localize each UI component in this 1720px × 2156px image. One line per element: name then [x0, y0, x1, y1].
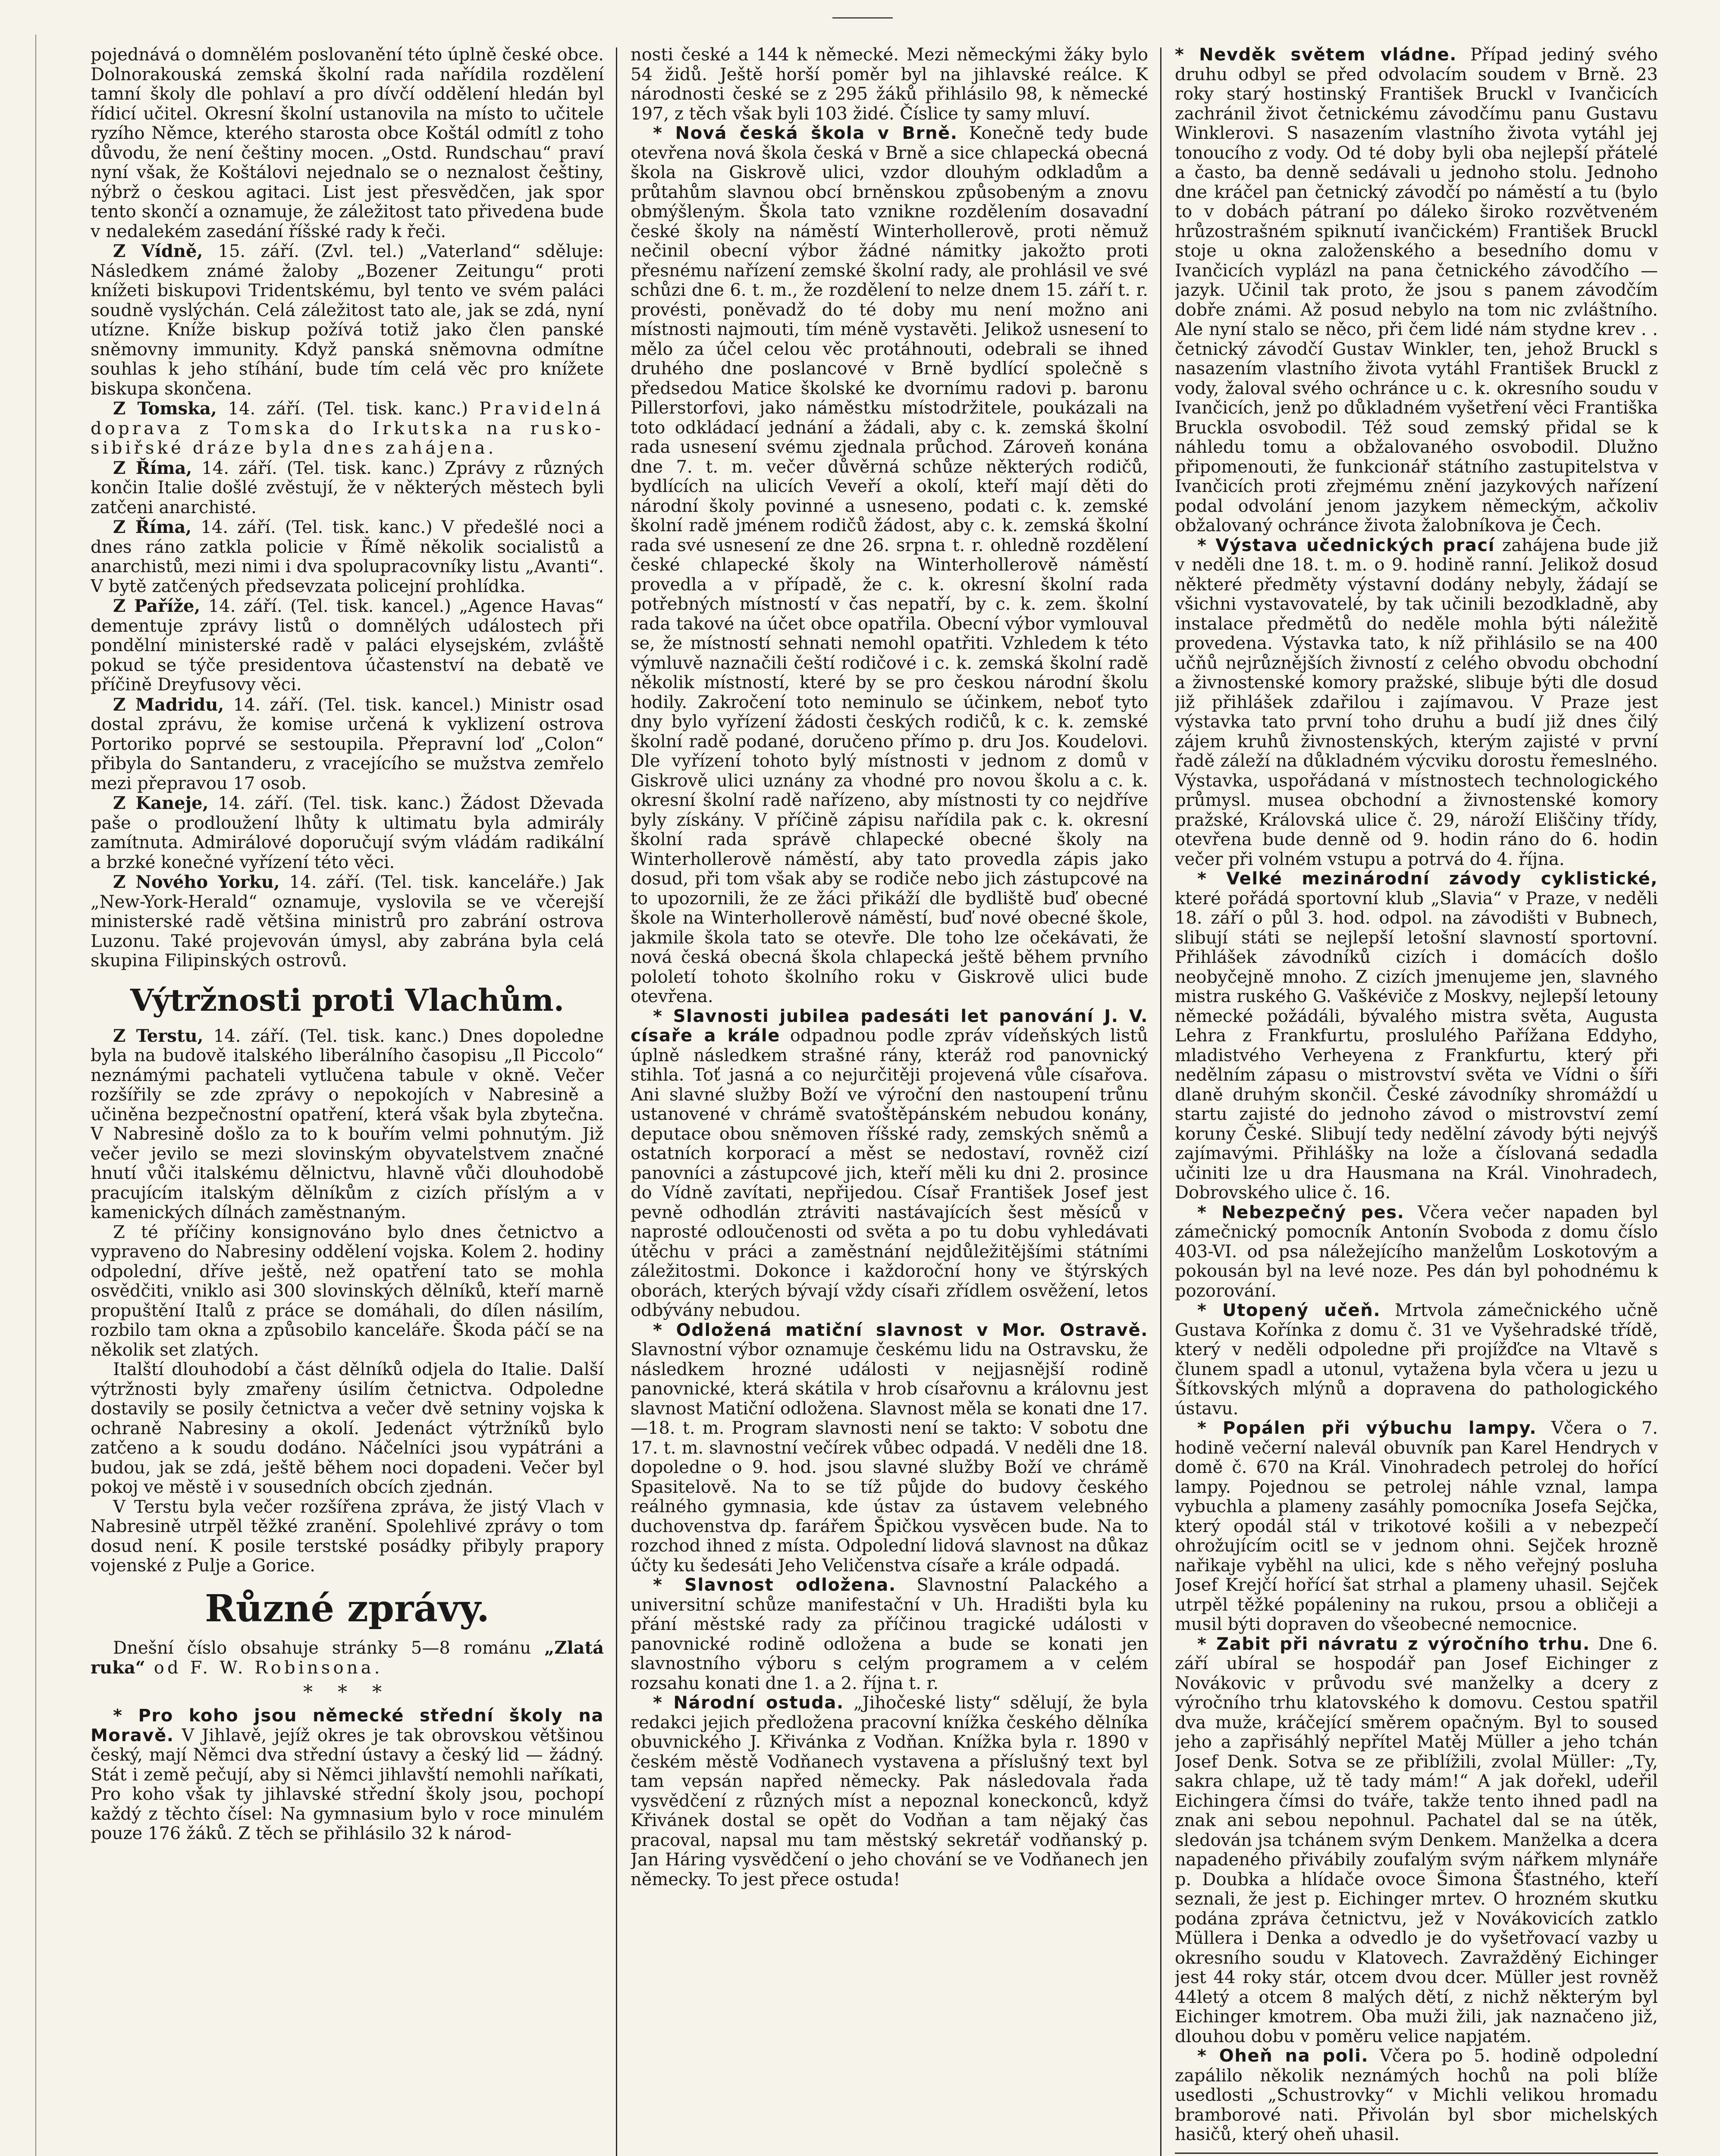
dateline: Z Říma,: [113, 517, 192, 537]
news-item-ostrava: [631, 1321, 1148, 1576]
news-text: které pořádá sportovní klub „Slavia“ v Praze, v neděli 18. září o půl 3. hod. odpol. na závodišti v Bubnech, slibují státi se nejlepší letošní slavností sportovní. Přihlášek závodníků cizích i domácích došlo neobyčejně mnoho. Z cizích jmenujeme jen, slavného mistra ruského G. Vaškéviče z Moskvy, nejlepší letouny německé požádáli, bývalého mistra světa, Augusta Lehra z Frankfurtu, proslulého Pařížana Eddyho, mladistvého Verheyena z Frankfurtu, který při nedělním zápasu o mistrovství světa ve Vídni o šíři dlaně druhým skončil. České závodníky shromáždí u startu zajisté do jednoho závod o mistrovství zemí koruny České. Slibují tedy nedělní závody býti nejvýš zajímavými. Přihlášky na lože a číslovaná sedadla učiniti lze u dra Hausmana na Král. Vinohradech, Dobrovského ulice č. 16.: [1175, 888, 1658, 1203]
dateline: Z Paříže,: [113, 596, 201, 616]
news-text: Včera večer napaden byl zámečnický pomocník Antonín Svoboda z domu číslo 403-VI. od psa náležejícího manželům Loskotovým a pokousán byl na levé noze. Pes dán byl pohodnému k pozorování.: [1175, 1202, 1658, 1301]
news-text: 15. září. (Zvl. tel.) „Vaterland“ sděluje: Následkem známé žaloby „Bozener Zeitungu“ proti knížeti biskupovi Tridentskému, byl tento ve svém paláci soudně vyslýchán. Celá záležitost tato ale, jak se zdá, nyní utízne. Kníže biskup požívá totiž jako člen panské sněmovny immunity. Když panská sněmovna odmítne souhlas k jeho stíhání, bude tím celá věc pro knížete biskupa skončena.: [91, 241, 604, 399]
item-headline: * Slavnost odložena.: [653, 1575, 896, 1595]
news-item-cycling-races: [1175, 869, 1658, 1203]
news-text: Včera po 5. hodině odpolední zapálilo několik neznámých hochů na poli blíže usedlosti „Schustrovky“ v Michli velikou hromadu bramborové nati. Přivolán byl sbor michelských hasičů, který oheň uhasil.: [1175, 2046, 1658, 2144]
news-item-field-fire: [1175, 2046, 1658, 2145]
news-item-lamp-explosion: [1175, 1419, 1658, 1635]
item-headline: * Popálen při výbuchu lampy.: [1197, 1418, 1537, 1438]
item-headline: * Výstava učednických prací: [1197, 535, 1495, 555]
item-headline: * Nová česká škola v Brně.: [653, 123, 958, 143]
news-text: 14. září. (Tel. tisk. kanc.) V předešlé noci a dnes ráno zatkla policie v Římě několik socialistů a anarchistů, mezi nimi i dva spolupracovníky listu „Avanti“. V bytě zatčených předsevzata policejní prohlídka.: [91, 517, 604, 596]
article-paragraph: V Terstu byla večer rozšířena zpráva, že jistý Vlach v Nabresině utrpěl těžké zranění. Spolehlivé zprávy o tom dosud není. K posile terstské posádky přibyly prapory vojenské z Pulje a Gorice.: [91, 1497, 604, 1576]
article-paragraph: Italští dlouhodobí a část dělníků odjela do Italie. Další výtržnosti byly zmařeny úsilím četnictva. Odpoledne dostavily se posily četnictva a večer dvě setniny vojska k ochraně Nabresiny a okolí. Jedenáct výtržníků bylo zatčeno a k soudu dodáno. Náčelníci jsou vypátráni a budou, jak se zdá, ještě během noci dopadeni. Večer byl pokoj ve městě i v sousedních obcích zjednán.: [91, 1360, 604, 1497]
news-text: Konečně tedy bude otevřena nová škola česká v Brně a sice chlapecká obecná škola na Giskrově ulici, vzdor dlouhým odkladům a průtahům slavnou obcí brněnskou způsobeným a znovu obmýšleným. Škola tato vznikne rozdělením dosavadní české školy na náměstí Winterhollerově, proti němuž nečinil obecní výbor žádné námitky jakožto proti přesnému nařízení zemské školní rady, ale prohlásil ve své schůzi dne 6. t. m., že rozdělení to nelze dnem 15. září t. r. provésti, poněvadž do té doby mu není možno ani místnosti najmouti, tím méně vystavěti. Jelikož usnesení to mělo za účel celou věc protáhnouti, odebrali se ihned druhého dne poslancové v Brně bydlící společně s předsedou Matice školské ke dvornímu radovi p. baronu Pillerstorfovi, jako náměstku místodržitele, poukázali na toto odkládací jednání a žádali, aby c. k. zemská školní rada usnesení svému zjednala průchod. Zároveň konána dne 7. t. m. večer důvěrná schůze některých rodičů, bydlících na ulicích Veveří a okolí, kteří mají děti do národní školy povinné a usneseno, podati c. k. zemské školní radě jménem rodičů žádost, aby c. k. zemská školní rada své usnesení ze dne 26. srpna t. r. ohledně rozdělení české chlapecké školy na Winterhollerově náměstí provedla a v případě, že c. k. okresní školní rada potřebných místností v čas nepatří, by c. k. zem. školní rada takové na účet obce opatřila. Obecní výbor vymlouval se, že místností sehnati nemohl opatřiti. Vzhledem k této výmluvě naznačili čeští rodičové i c. k. zemská školní radě několik místností, které by se pro českou národní školu hodily. Zakročení toto neminulo se účinkem, neboť tyto dny bylo vyřízení žádosti českých rodičů, k c. k. zemské školní radě podané, doručeno přímo p. dru Jos. Koudelovi. Dle vyřízení tohoto bylý místnosti v jednom z domů v Giskrově ulici uznány za vhodné pro novou školu a c. k. okresní školní radě nařízeno, aby místnosti ty co nejdříve byly získány. V příčině zápisu nařídila pak c. k. okresní školní rada správě chlapecké obecné školy na Winterhollerově náměstí, aby tato provedla zápis jako dosud, při tom však aby se rodiče nebo jich zástupcové na to upozornili, že ze žáci přikáží dle bydliště buď obecné škole na Winterhollerově náměstí, buď nové obecné škole, jakmile škola tato se otevře. Dle toho lze očekávati, že nová česká obecná škola chlapecká ještě během prvního pololetí tohoto školního roku v Giskrově ulici bude otevřena.: [631, 123, 1148, 1006]
news-text: 14. září. (Tel. tisk. kanc.) Zprávy z různých končin Italie došlé zvěstují, že v některých městech byli zatčeni anarchisté.: [91, 458, 604, 517]
notice-text: Dnešní číslo obsahuje stránky 5—8 románu: [113, 1638, 545, 1658]
notice-author: od F. W. Robinsona.: [145, 1658, 383, 1678]
news-item-trieste: [91, 1026, 604, 1223]
column-2: [631, 45, 1148, 2156]
news-text: 14. září. (Tel. tisk. kancel.) „Agence Havas“ dementuje zprávy listů o domnělých událostech při pondělní ministerské radě v paláci elysejském, zvláště pokud se týče presidentova účastenství na debatě ve příčině Dreyfusovy věci.: [91, 596, 604, 695]
dateline: Z Madridu,: [113, 694, 224, 715]
news-item-rome-1: [91, 458, 604, 518]
section-stars-divider: * * *: [303, 1681, 391, 1703]
news-item-celebration-postponed: [631, 1576, 1148, 1693]
news-text: Mrtvola zámečnického učně Gustava Kořínka z domu č. 31 ve Vyšehradské třídě, který v neděli odpoledne při projížďce na Vltavě s člunem spadl a utonul, vytažena byla včera u jezu u Šítkovských mlýnů a dopravena do pathologického ústavu.: [1175, 1300, 1658, 1419]
item-headline: * Utopený učeň.: [1197, 1300, 1381, 1320]
news-item-ingratitude: [1175, 45, 1658, 536]
news-text-spaced: Pravidelná doprava z Tomska do Irkutska na rusko-sibiřské dráze byla dnes zahájena.: [91, 399, 604, 458]
news-item-apprentice-exhibition: [1175, 536, 1658, 870]
section-heading-ruzne-zpravy: Různé zprávy.: [204, 1586, 490, 1630]
section-rule: [1175, 2153, 1658, 2154]
news-item-drowned-apprentice: [1175, 1301, 1658, 1419]
item-headline: * Zabit při návratu z výročního trhu.: [1197, 1634, 1590, 1654]
news-text: 14. září. (Tel. tisk. kanceláře.) Jak „New-York-Herald“ oznamuje, vyslovila se ve včerejší ministerské radě většina ministrů pro zabrání ostrova Luzonu. Také projevován úmysl, aby zabrána byla celá skupina Filipinských ostrovů.: [91, 872, 604, 971]
article-paragraph: Z té příčiny konsignováno bylo dnes četnictvo a vypraveno do Nabresiny oddělení vojska. Kolem 2. hodiny odpolední, dříve ještě, než opatření tato se mohla osvědčiti, vniklo asi 300 slovinských dělníků, kteří marně propuštění Italů z práce se domáhali, do dílen násilím, rozbilo tam okna a způsobilo kanceláře. Škoda páčí se na několik set zlatých.: [91, 1222, 604, 1360]
news-item-dangerous-dog: [1175, 1203, 1658, 1301]
dateline: Z Nového Yorku,: [113, 872, 280, 892]
novel-notice: [91, 1638, 604, 1678]
news-item-rome-2: [91, 517, 604, 596]
section-heading-vytrznosti: Výtržnosti proti Vlachům.: [130, 982, 565, 1018]
column-rule-1: [616, 47, 617, 2156]
news-text: 14. září. (Tel. tisk. kanc.) Dnes dopoledne byla na budově italského liberálního časopisu „Il Piccolo“ neznámými pachateli vytlučena tabule v okně. Večer rozšířily se zde zprávy o nepokojích v Nabresině a učiněna bezpečnostní opatření, která však byla zbytečna. V Nabresině došlo za to k bouřím velmi pohnutým. Již večer jevilo se mezi slovinským obyvatelstvem značné hnutí vůči italskému dělnictvu, hlavně vůči dlouhodobě pracujícím italským dělníkům z cizích příslým a v kamenických dílnách zaměstnaným.: [91, 1026, 604, 1222]
news-item-national-shame: [631, 1693, 1148, 1890]
news-text: Slavnostní Palackého a universitní schůze manifestační v Uh. Hradišti byla ku přání městské rady za příčinou tragické události v panovnické rodině odložena a bude se konati jen slavnostního výboru s celým programem a v celém rozsahu konati dne 1. a 2. října t. r.: [631, 1575, 1148, 1693]
dateline: Z Kaneje,: [113, 793, 209, 813]
news-text: Včera o 7. hodině večerní nalevál obuvník pan Karel Hendrych v domě č. 670 na Král. Vinohradech petrolej do hořící lampy. Pojednou se petrolej náhle vznal, lampa vybuchla a plameny zasáhly pomocníka Josefa Sejčka, který opodál stál v trikotové košili a v nebezpečí ohrožujícím ocitl se v jednom ohni. Sejček hrozně nařikaje vyběhl na ulici, kde s něho veřejný posluha Josef Krejčí hořící šat strhal a plameny uhasil. Sejček utrpěl těžké popáleniny na rukou, prsou a obličeji a musil býti dopraven do všeobecné nemocnice.: [1175, 1418, 1658, 1634]
novel-title: „Zlatá ruka“: [91, 1637, 604, 1678]
news-text: zahájena bude již v neděli dne 18. t. m. o 9. hodině ranní. Jelikož dosud některé předměty výstavní dodány nebyly, žádají se všichni vystavovatelé, by tak učinili bezodkladně, aby instalace předmětů do neděle mohla býti náležitě provedena. Výstavka tato, k níž přihlásilo se na 400 učňů nejrůznějších živností z celého obvodu obchodní a živnostenské komory pražské, slibuje býti dle dosud již přihlášek zdařilou i zajímavou. V Praze jest výstavka tato první toho druhu a budí již dnes čilý zájem kruhů živnostenských, kterým zajisté v první řadě záleží na důkladném výcviku dorostu řemeslného. Výstavka, uspořádaná v místnostech technologického průmysl. musea obchodní a živnostenské komory pražské, Královská ulice č. 29, nároží Eliščiny třídy, otevřena bude denně od 9. hodin ráno do 6. hodin večer při volném vstupu a potrvá do 4. října.: [1175, 535, 1658, 869]
item-headline: * Pro koho jsou německé střední školy na Moravě.: [91, 1706, 604, 1745]
item-headline: * Národní ostuda.: [653, 1693, 844, 1713]
news-text: Případ jediný svého druhu odbyl se před odvolacím soudem v Brně. 23 roky starý hostinský František Bruckl v Ivančicích zachránil život četnickému závodčímu panu Gustavu Winklerovi. S nasazením vlastního života vytáhl jej tonoucího z vody. Od té doby byli oba nejlepší přátelé a často, ba denně sedávali u jednoho stolu. Jednoho dne kráčel pan četnický závodčí po náměstí a tu (bylo to v dobách pátraní po dálekо široko rozvětveném hrůzostrašném spiknutí ivančickém) František Bruckl stoje u okna založenského a besedního domu v Ivančicích vyplázl na pana četnického závodčího — jazyk. Učinil tak proto, že jsou s panem závodčím dobře známi. Až posud nebylo na tom nic zvláštního. Ale nyní stalo se něco, při čem lidé nám stydne krev . . četnický závodčí Gustav Winkler, ten, jehož Bruckl s nasazením vlastního života vytáhl František Bruckl z vody, žaloval svého ochránce u c. k. okresního soudu v Ivančicích, jenž po důkladném vyšetření věci Františka Bruckla osvobodil. Též soud zemský přidal se k náhledu tomu a obžalovaného osvobodil. Dlužno připomenouti, že funkcionář státního zastupitelstva v Ivančicích proti zřejmému znění jazykových nařízení podal odvolání jenom jazykem německým, ačkoliv obžalovaný ochránce života žalobníkova je Čech.: [1175, 45, 1658, 536]
article-paragraph: nosti české a 144 k německé. Mezi německými žáky bylo 54 židů. Ještě horší poměr byl na jihlavské reálce. K národnosti české se z 295 žáků přihlásilo 98, k německé 197, z těch však byli 103 židé. Číslice ty samy mluví.: [631, 45, 1148, 124]
article-paragraph: pojednává o domnělém poslovanění této úplně české obce. Dolnorakouská zemská školní rada nařídila rozdělení tamní školy dle pohlaví a pro dívčí oddělení hledán byl řídicí učitel. Okresní školní ustanovila na místo to učitele ryzího Němce, kterého starosta obce Koštál odmítl z toho důvodu, že není češtiny mocen. „Ostd. Rundschau“ praví nyní však, že Koštálovi nejednalo se o neznalost češtiny, nýbrž o českou agitaci. List jest přesvědčen, jak spor tento skončí a oznamuje, že záležitost tato přivedena bude v nedalekém zasedání říšské rady k řeči.: [91, 45, 604, 241]
item-headline: * Odložená matiční slavnost v Mor. Ostravě.: [653, 1320, 1148, 1340]
news-text: Slavnostní výbor oznamuje českému lidu na Ostravsku, že následkem hrozné události v nejjasnější rodině panovnické, která skátila v hrob císařovnu a královnu jest slavnost Matiční odložena. Slavnost měla se konati dne 17.—18. t. m. Program slavnosti není se takto: V sobotu dne 17. t. m. slavnostní večírek vůbec odpadá. V neděli dne 18. dopoledne o 9. hod. jsou slavné služby Boží ve chrámě Spasitelově. Na to se tíž půjde do budovy českého reálného gymnasia, kde ústav za ústavem velebného duchovenstva dp. farářem Špičkou vysvěcen bude. Na to rozchod ihned z místa. Odpolední lidová slavnost na důkaz účty ku šedesáti Jeho Veličenstva císaře a krále odpadá.: [631, 1340, 1148, 1576]
news-item-new-york: [91, 872, 604, 971]
dateline: Z Tomska,: [113, 398, 217, 419]
column-3: [1175, 45, 1658, 2156]
item-headline: * Nevděk světem vládne.: [1175, 45, 1457, 65]
news-item-brno-school: [631, 124, 1148, 1007]
news-item-tomsk: [91, 399, 604, 458]
item-headline: * Nebezpečný pes.: [1197, 1202, 1405, 1222]
left-margin-rule: [35, 34, 36, 2156]
news-text: 14. září. (Tel. tisk. kanc.): [217, 399, 480, 419]
column-1: [91, 45, 604, 2156]
news-item-paris: [91, 596, 604, 695]
item-headline: * Oheň na poli.: [1197, 2046, 1369, 2066]
news-text: Dne 6. září ubíral se hospodář pan Josef Eichinger z Novákovic v průvodu své manželky a dcery z výročního trhu klatovského k domovu. Cestou spatřil dva muže, kráčející směrem opačným. Byl to soused jeho a zapřisáhlý nepřítel Matěj Müller a jeho tchán Josef Denk. Sotva se ze přiblížili, zvolal Müller: „Ty, sakra chlape, už tě tady mám!“ A jak dořekl, udeřil Eichingera čímsi do tváře, takže tento ihned padl na znak ani sebou nepohnul. Pachatel dal se na útěk, sledován jsa tchánem svým Denkem. Manželka a dcera napadeného přivábily zoufalým svým nářkem mlynáře p. Doubka a hlídače ovoce Šimona Šťastného, kteří seznali, že jest p. Eichinger mrtev. O hrozném skutku podána zpráva četnictvu, jež v Novákovicích zatklo Müllera i Denka a odvedlo je do vyšetřovací vazby u okresního soudu v Klatovech. Zavražděný Eichinger jest 44 roky stár, otcem dvou dcer. Müller jest rovněž 44letý a otcem 8 malých dětí, z nichž některým byl Eichinger kmotrem. Oba muži žili, jak naznačeno již, dlouhou dobu v poměru velice napjatém.: [1175, 1634, 1658, 2046]
news-item-canea: [91, 793, 604, 872]
news-item-moravia-schools: [91, 1706, 604, 1844]
news-item-vienna: [91, 241, 604, 399]
news-text: odpadnou podle zpráv vídeňských listů úplně následkem strašné rány, kteráž rod panovnický stihla. Toť jasná a co nejurčitěji projevená vůle císařova. Ani slavné služby Boží ve výroční den nastoupení trůnu ustanovené v chrámě svatoštěpánském nebudou konány, deputace obou sněmoven říšské rady, zemských sněmů a ostatních korporací a měst se nedostaví, rovněž cizí panovníci a zástupcové jich, kteří měli ku dni 2. prosince do Vídně zavítati, nepřijedou. Císař František Josef jest pevně odhodlán ztráviti nastávajících šest měsíců v naprosté odloučenosti od světa a po tu dobu vyhledávati útěchu v práci a zaměstnání nejdůležitějšími státními záležitostmi. Dokonce i každoroční hony ve štýrských oborách, kterých bývají vždy císaři zřídlem osvěžení, letos odbývány nebudou.: [631, 1026, 1148, 1320]
column-rule-2: [1160, 47, 1161, 2156]
news-text: 14. září. (Tel. tisk. kanc.) Žádost Dževada paše o prodloužení lhůty k ultimatu byla admirály zamítnuta. Admirálové doporučují svým vládám radikální a brzké konečné vyřízení této věci.: [91, 793, 604, 872]
page-top-mark: [832, 17, 893, 19]
dateline: Z Vídně,: [113, 241, 203, 261]
item-headline: * Slavnosti jubilea padesáti let panování J. V. císaře a krále: [631, 1006, 1148, 1046]
news-item-jubilee: [631, 1007, 1148, 1321]
news-item-madrid: [91, 695, 604, 794]
news-text: V Jihlavě, jejíž okres je tak obrovskou většinou český, mají Němci dva střední ústavy a český lid — žádný. Stát i země pečují, aby si Němci jihlavští nemohli naříkati, Pro koho však ty jihlavské střední školy jsou, pochopí každý z těchto čísel: Na gymnasium bylo v roce minulém pouze 176 žáků. Z těch se přihlásilo 32 k národ-: [91, 1725, 604, 1843]
item-headline: * Velké mezinárodní závody cyklistické,: [1197, 869, 1658, 889]
news-text: „Jihočeské listy“ sdělují, že byla redakci jejich předložena pracovní knížka českého dělníka obuvnického J. Křivánka z Vodňan. Knížka byla r. 1890 v českém městě Vodňanech vystavena a příslušný text byl tam vepsán napřed německy. Pak následovala řada vysvědčení z různých míst a nepoznal koneckonců, když Křivánek dostal se opět do Vodňan a tam nějaký čas pracoval, napsal mu tam městský sekretář vodňanský p. Jan Háring vysvědčení o jeho chování se ve Vodňanech jen německy. To jest přece ostuda!: [631, 1693, 1148, 1890]
news-text: 14. září. (Tel. tisk. kancel.) Ministr osad dostal zprávu, že komise určená k vyklizení ostrova Portoriko poprvé se sestoupila. Přepravní loď „Colon“ přibyla do Santanderu, z vracejícího se mužstva zemřelo mezi přepravou 17 osob.: [91, 695, 604, 793]
dateline: Z Říma,: [113, 458, 192, 478]
news-item-murder: [1175, 1635, 1658, 2047]
dateline: Z Terstu,: [113, 1025, 204, 1046]
